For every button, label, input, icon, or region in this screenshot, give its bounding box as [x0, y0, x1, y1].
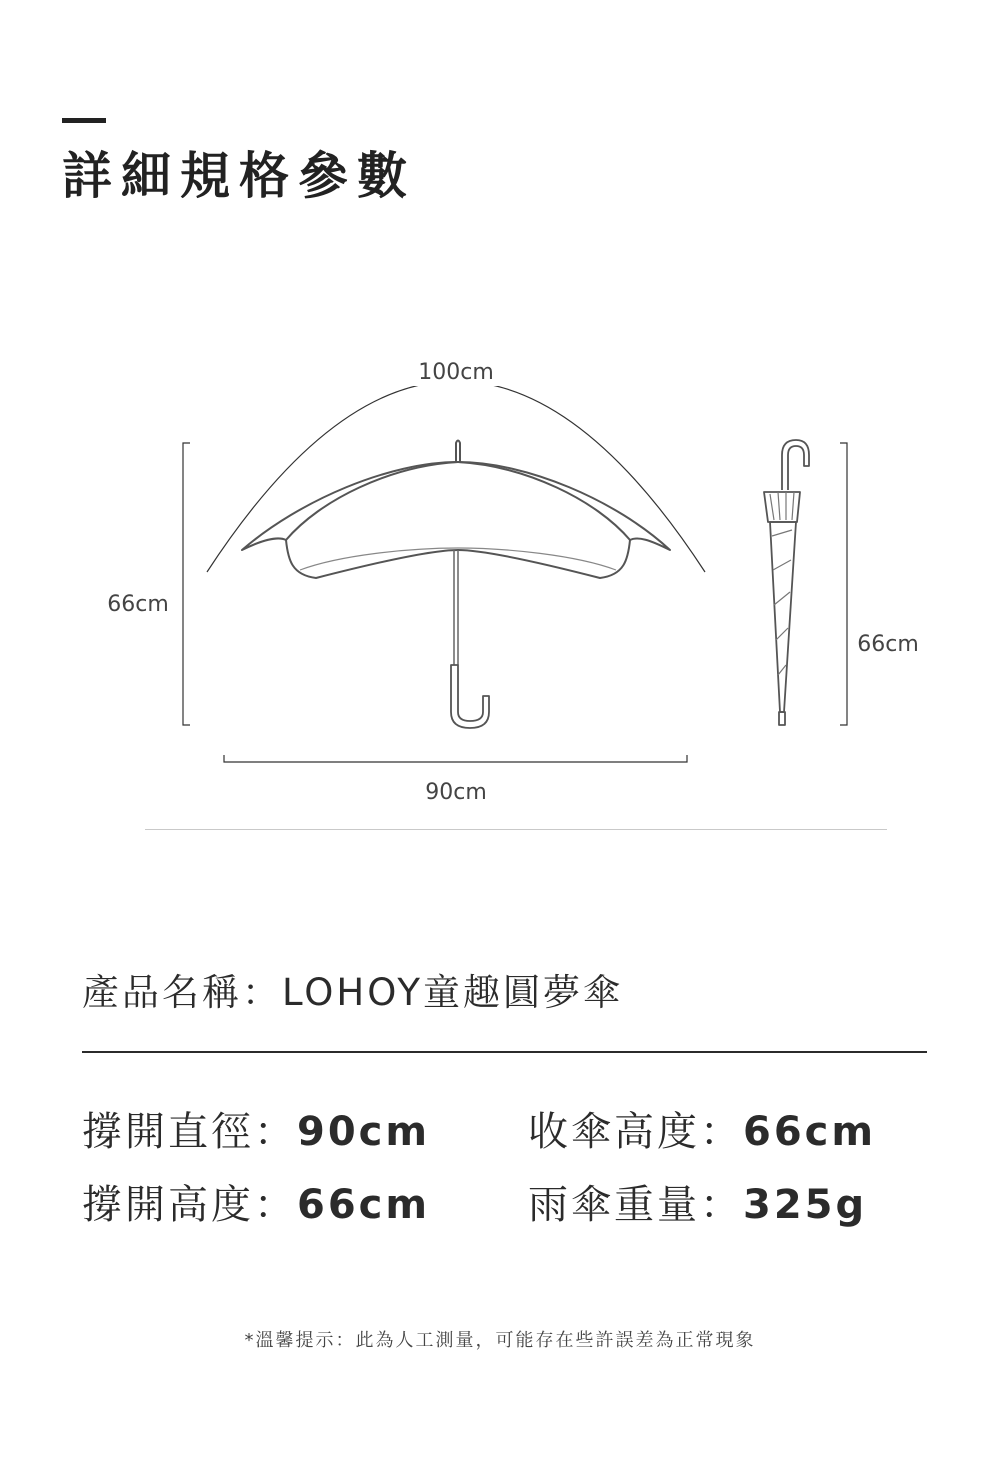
- open-height-label: 66cm: [107, 592, 169, 617]
- closed-height-label: 66cm: [857, 632, 919, 657]
- title-accent-bar: [62, 118, 106, 123]
- closed-umbrella-icon: [764, 440, 809, 725]
- spec-value: 66cm: [297, 1182, 431, 1228]
- spec-label: 收傘高度：: [528, 1109, 743, 1155]
- measurement-note: *溫馨提示：此為人工測量，可能存在些許誤差為正常現象: [244, 1330, 756, 1351]
- spec-open-diameter: [82, 1100, 430, 1157]
- section-divider: [145, 829, 887, 830]
- open-height-bracket: [183, 443, 190, 725]
- spec-label: 撐開直徑：: [82, 1109, 297, 1155]
- spec-closed-height: [528, 1100, 876, 1157]
- spec-label: 雨傘重量：: [528, 1182, 743, 1228]
- arc-dimension-label: 100cm: [418, 360, 494, 385]
- product-name-label: 產品名稱：: [82, 971, 282, 1014]
- spec-weight: [528, 1173, 867, 1230]
- spec-value: 90cm: [297, 1109, 431, 1155]
- product-name-value: LOHOY童趣圓夢傘: [282, 971, 623, 1014]
- page-title: 詳細規格參數: [62, 147, 416, 205]
- spec-label: 撐開高度：: [82, 1182, 297, 1228]
- open-width-bracket: [224, 755, 687, 762]
- open-umbrella-icon: [242, 441, 670, 729]
- product-name: [82, 962, 623, 1016]
- spec-value: 66cm: [743, 1109, 877, 1155]
- umbrella-dimension-diagram: [0, 340, 1000, 810]
- open-width-label: 90cm: [425, 780, 487, 805]
- spec-value: 325g: [743, 1182, 868, 1228]
- spec-open-height: [82, 1173, 430, 1230]
- product-divider: [82, 1051, 927, 1053]
- closed-height-bracket: [840, 443, 847, 725]
